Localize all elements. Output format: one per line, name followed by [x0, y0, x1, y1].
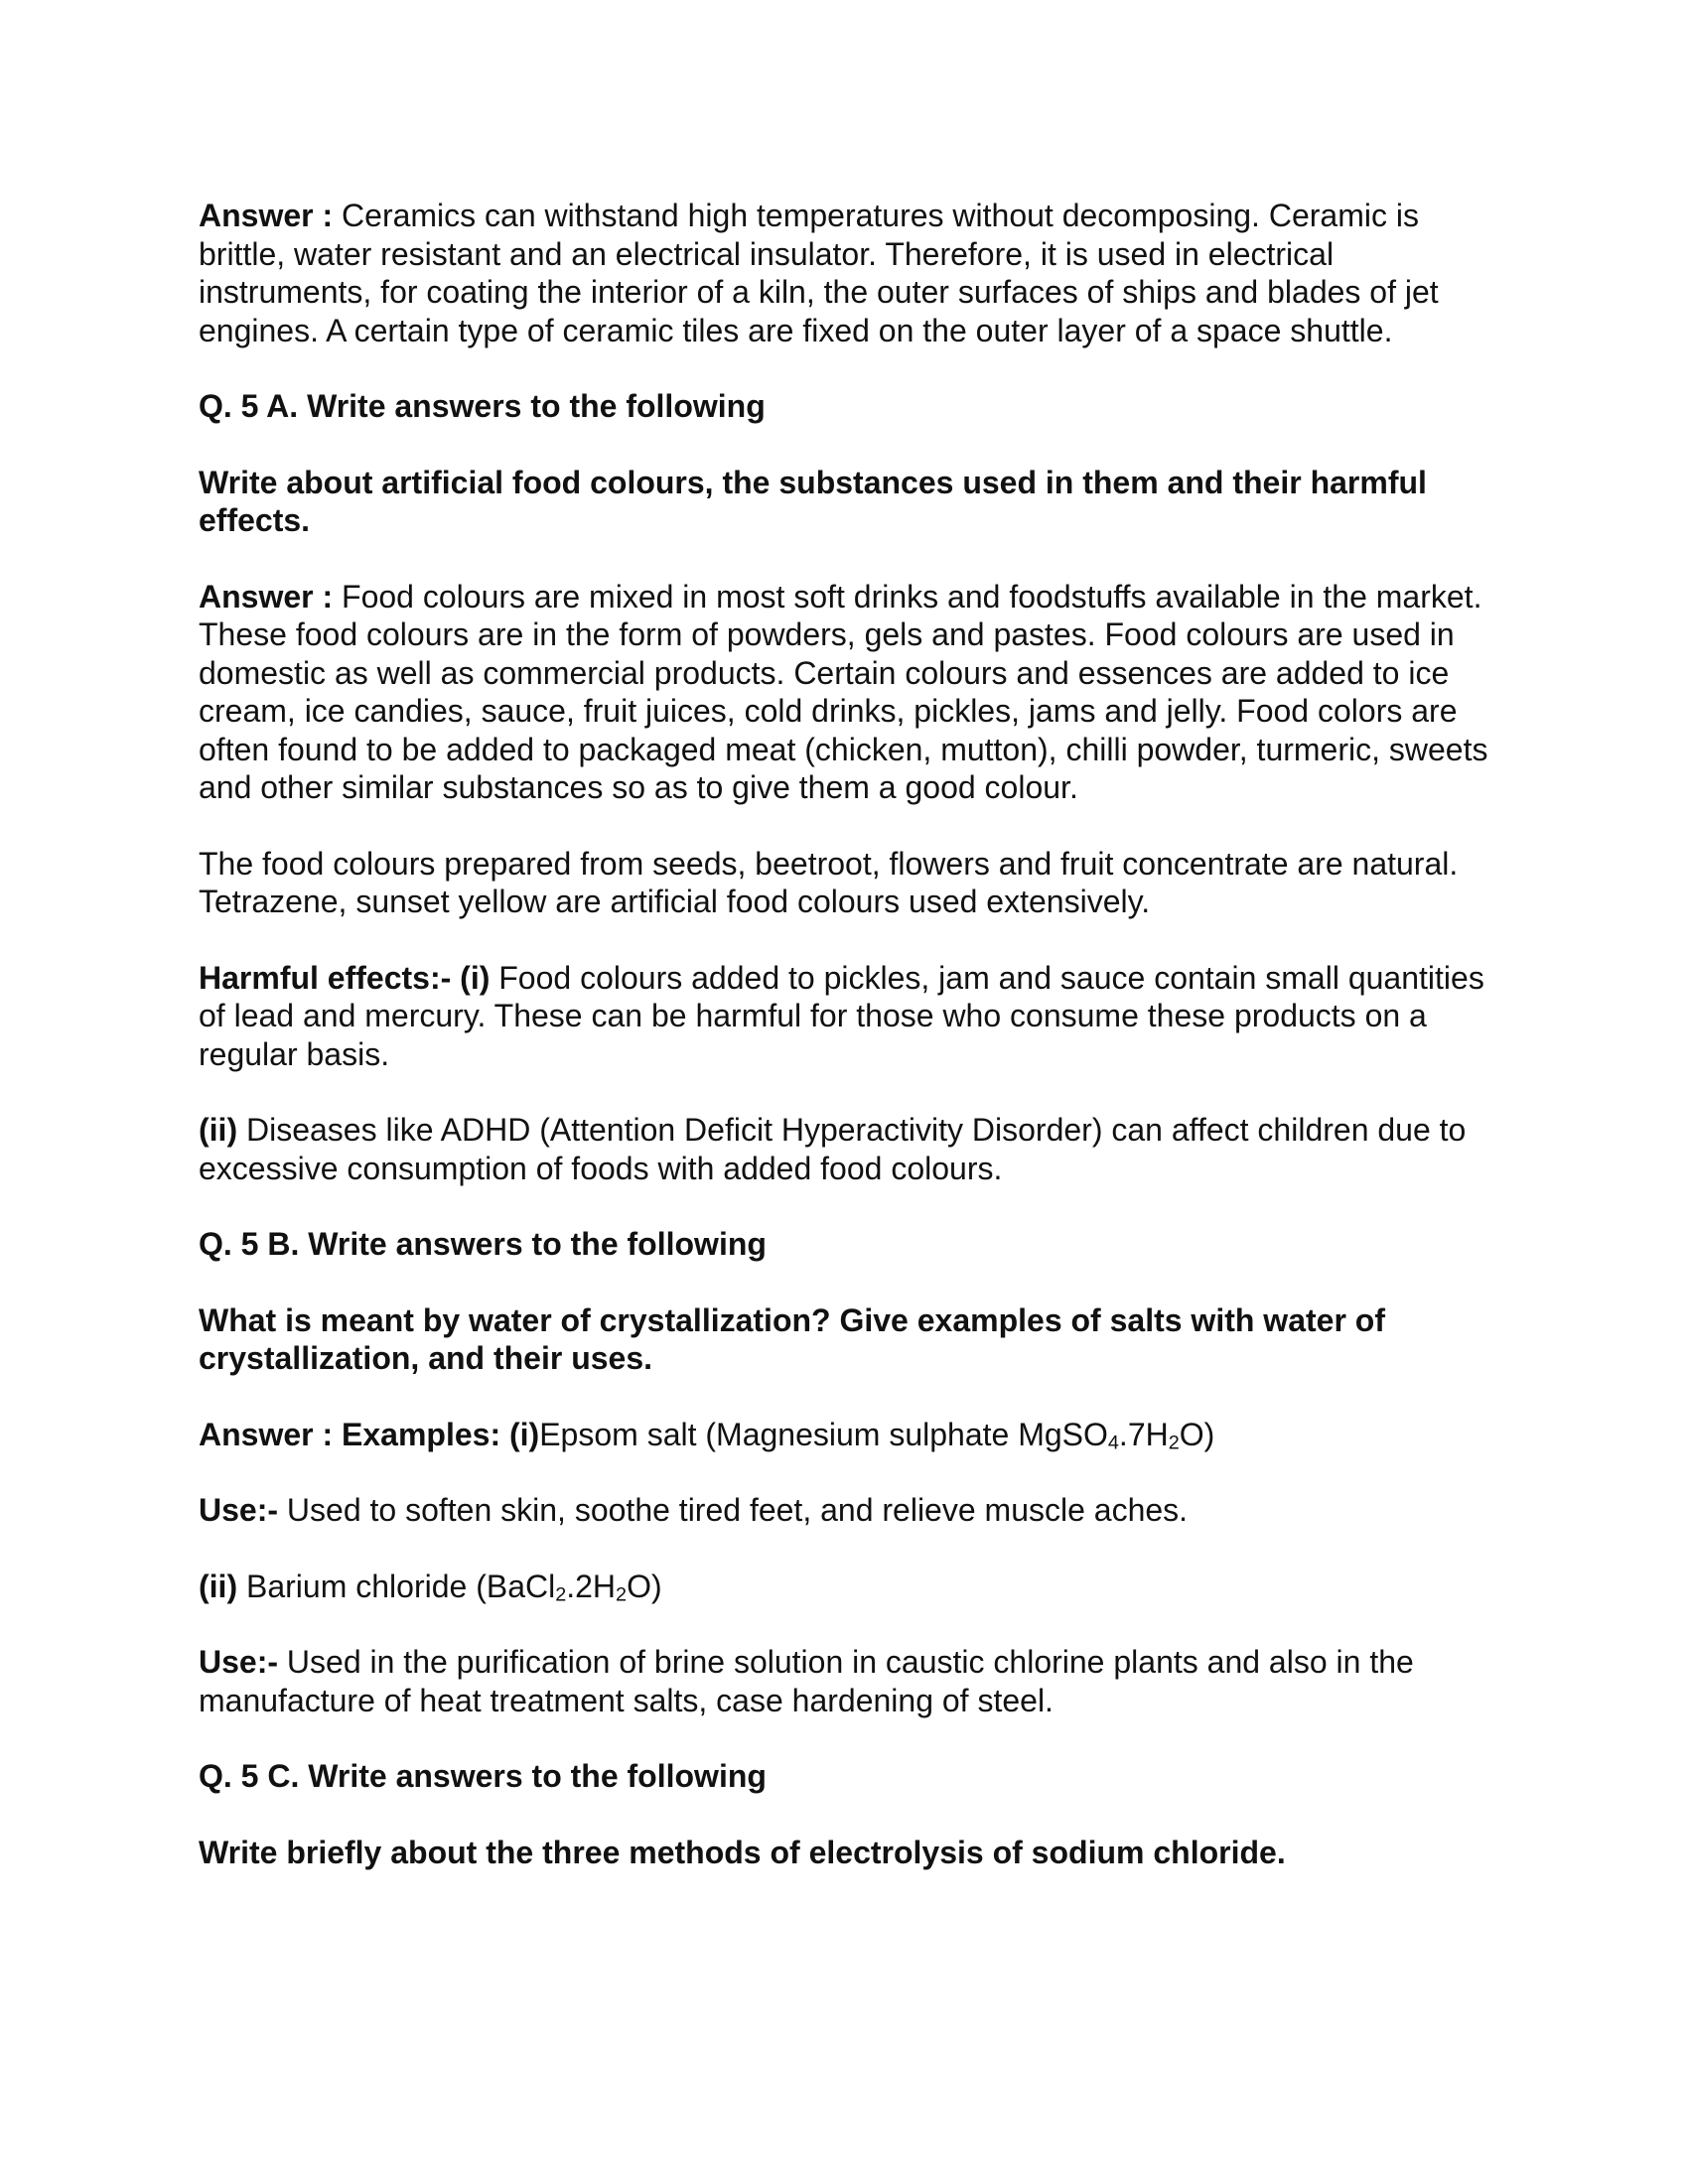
body-text: Food colours added to pickles, jam and sauce contain small quantities of lead and mercury. These can be harmful for those who consume these products on a regular basis.: [199, 959, 1484, 1072]
paragraph: [199, 1416, 1489, 1454]
paragraph: [199, 464, 1489, 540]
bold-text: Write briefly about the three methods of electrolysis of sodium chloride.: [199, 1834, 1286, 1870]
subscript-text: 2: [616, 1583, 628, 1606]
paragraph: [199, 1568, 1489, 1606]
paragraph: [199, 1225, 1489, 1264]
body-text: .7H: [1118, 1416, 1169, 1452]
bold-text: (ii): [199, 1112, 246, 1148]
paragraph: [199, 1757, 1489, 1796]
bold-text: Q. 5 C. Write answers to the following: [199, 1758, 767, 1794]
body-text: Epsom salt (Magnesium sulphate MgSO: [539, 1416, 1108, 1452]
paragraph: [199, 1491, 1489, 1530]
body-text: Used to soften skin, soothe tired feet, and relieve muscle aches.: [286, 1492, 1189, 1528]
bold-text: Use:-: [199, 1492, 287, 1528]
body-text: Ceramics can withstand high temperatures without decomposing. Ceramic is brittle, water resistant and an electrical insulator. Therefore, it is used in electrical instruments, for coating the interior of a kiln, the outer surfaces of ships and blades of jet engines. A certain type of ceramic tiles are fixed on the outer layer of a space shuttle.: [199, 198, 1439, 348]
document-page: [199, 197, 1489, 1909]
body-text: The food colours prepared from seeds, beetroot, flowers and fruit concentrate are natural. Tetrazene, sunset yellow are artificial food colours used extensively.: [199, 845, 1459, 919]
body-text: Food colours are mixed in most soft drinks and foodstuffs available in the market. These food colours are in the form of powders, gels and pastes. Food colours are used in domestic as well as commercial products. Certain colours and essences are added to ice cream, ice candies, sauce, fruit juices, cold drinks, pickles, jams and jelly. Food colors are often found to be added to packaged meat (chicken, mutton), chilli powder, turmeric, sweets and other similar substances so as to give them a good colour.: [199, 578, 1488, 805]
body-text: Barium chloride (BaCl: [245, 1568, 556, 1604]
body-text: O): [627, 1568, 662, 1604]
paragraph: [199, 387, 1489, 426]
body-text: .2H: [566, 1568, 617, 1604]
subscript-text: 2: [1168, 1432, 1180, 1454]
subscript-text: 2: [555, 1583, 567, 1606]
paragraph: [199, 578, 1489, 807]
paragraph: [199, 197, 1489, 349]
bold-text: Write about artificial food colours, the substances used in them and their harmful effects.: [199, 464, 1427, 538]
body-text: O): [1179, 1416, 1215, 1452]
bold-text: Answer : Examples: (i): [199, 1416, 540, 1452]
body-text: Diseases like ADHD (Attention Deficit Hyperactivity Disorder) can affect children due to excessive consumption of foods with added food colours.: [199, 1112, 1467, 1186]
paragraph: [199, 1111, 1489, 1187]
paragraph: [199, 1834, 1489, 1872]
subscript-text: 4: [1107, 1432, 1119, 1454]
paragraph: [199, 959, 1489, 1074]
bold-text: Q. 5 A. Write answers to the following: [199, 388, 766, 424]
bold-text: Q. 5 B. Write answers to the following: [199, 1226, 767, 1262]
paragraph: [199, 1301, 1489, 1378]
bold-text: (ii): [199, 1568, 246, 1604]
paragraph: [199, 1643, 1489, 1719]
bold-text: What is meant by water of crystallization? Give examples of salts with water of crystallization, and their uses.: [199, 1301, 1385, 1376]
paragraph: [199, 845, 1489, 921]
bold-text: Harmful effects:- (i): [199, 959, 499, 996]
bold-text: Answer :: [199, 578, 343, 614]
body-text: Used in the purification of brine solution in caustic chlorine plants and also in the manufacture of heat treatment salts, case hardening of steel.: [199, 1644, 1414, 1718]
bold-text: Answer :: [199, 198, 343, 233]
bold-text: Use:-: [199, 1644, 287, 1680]
